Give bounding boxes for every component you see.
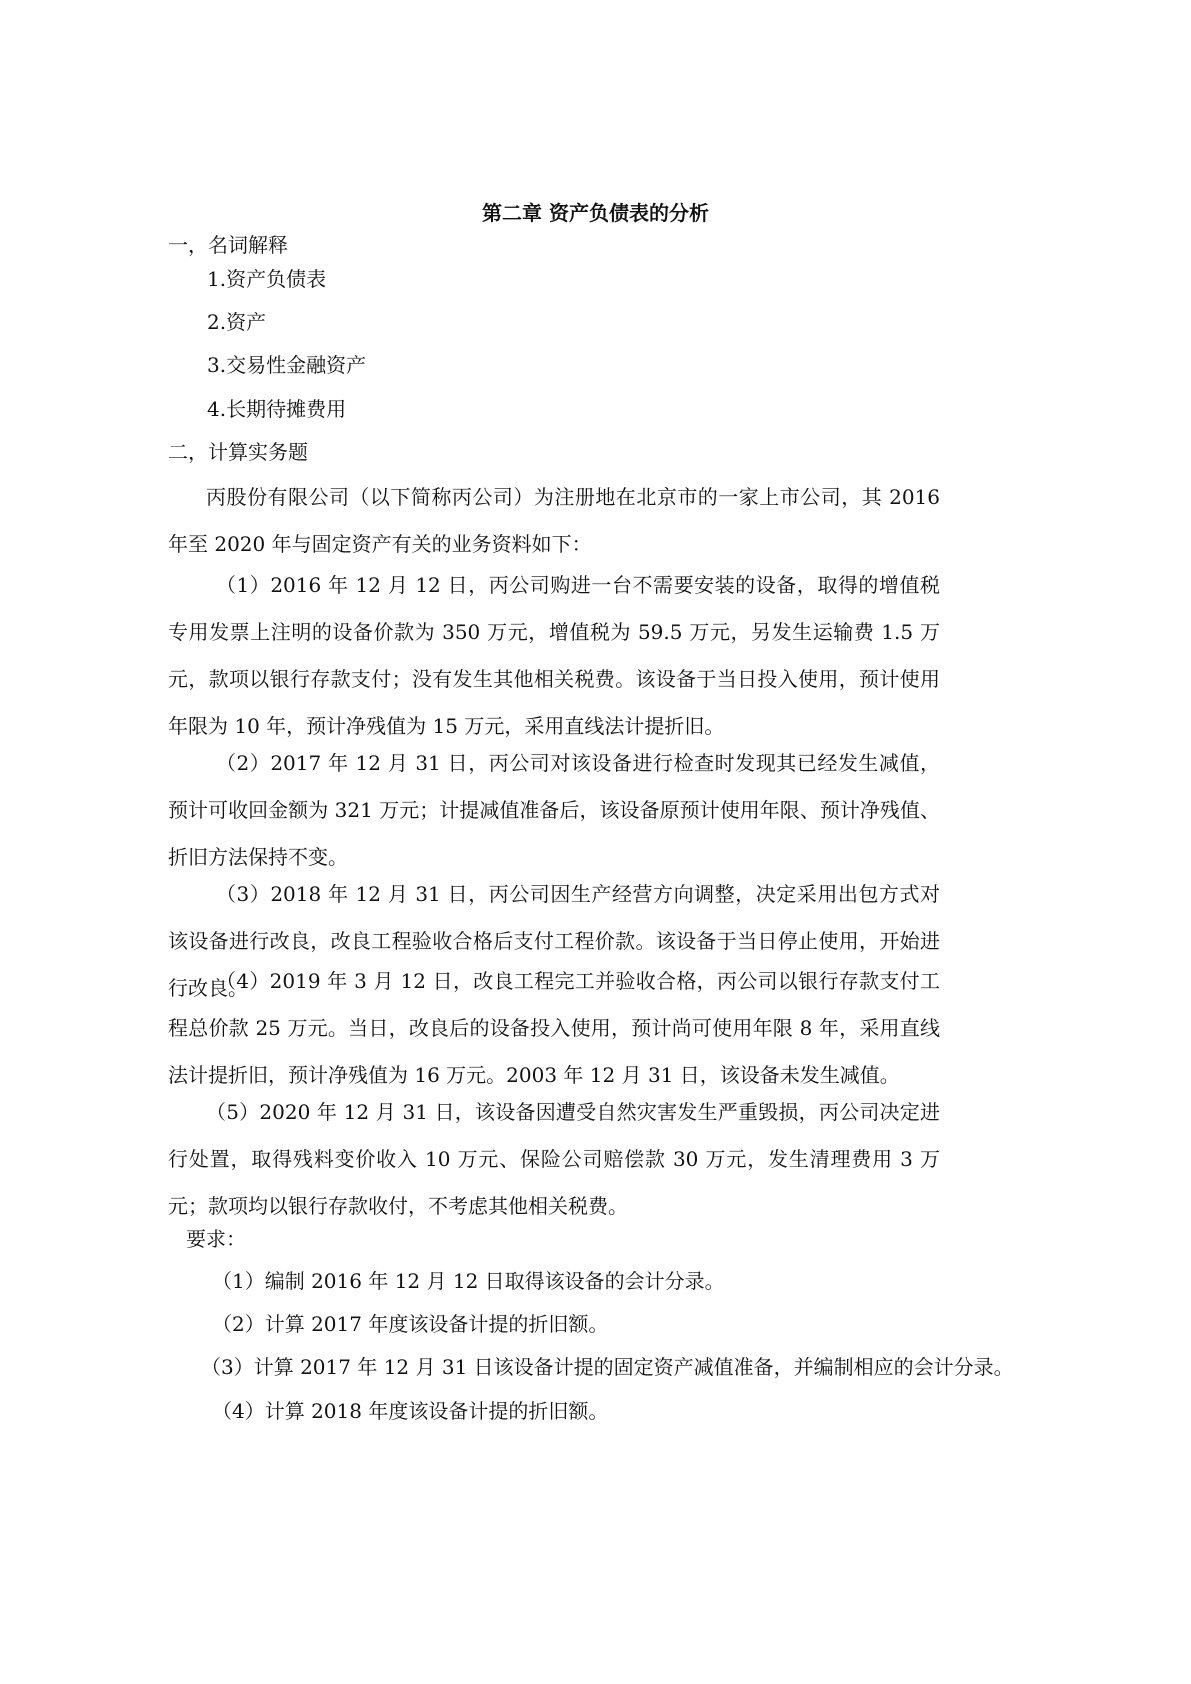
term-item: 4.长期待摊费用	[207, 397, 347, 421]
term-item: 1.资产负债表	[207, 267, 327, 291]
intro-paragraph: 丙股份有限公司（以下简称丙公司）为注册地在北京市的一家上市公司，其 2016 年至 2020 年与固定资产有关的业务资料如下：	[168, 485, 940, 556]
term-item: 3.交易性金融资产	[207, 353, 367, 377]
item-paragraph: （1）2016 年 12 月 12 日，丙公司购进一台不需要安装的设备，取得的增值税专用发票上注明的设备价款为 350 万元，增值税为 59.5 万元，另发生运输费 1.5 万元，款项以银行存款支付；没有发生其他相关税费。该设备于当日投入使用，预计使用年限为 10 年，预计净残值为 15 万元，采用直线法计提折旧。	[168, 573, 940, 738]
chapter-title: 第二章 资产负债表的分析	[482, 201, 709, 225]
item-paragraph: （3）2018 年 12 月 31 日，丙公司因生产经营方向调整，决定采用出包方式对该设备进行改良，改良工程验收合格后支付工程价款。该设备于当日停止使用，开始进行改良。	[168, 882, 940, 1000]
section-heading-calculation: 二，计算实务题	[168, 440, 308, 464]
section-heading-terms: 一，名词解释	[168, 233, 288, 257]
requirement-item: （2）计算 2017 年度该设备计提的折旧额。	[212, 1312, 609, 1336]
requirement-item: （3）计算 2017 年 12 月 31 日该设备计提的固定资产减值准备，并编制相应的会计分录。	[201, 1355, 1014, 1379]
requirement-item: （4）计算 2018 年度该设备计提的折旧额。	[212, 1399, 609, 1423]
requirements-heading: 要求：	[186, 1227, 246, 1251]
term-item: 2.资产	[207, 310, 267, 334]
item-paragraph: （5）2020 年 12 月 31 日，该设备因遭受自然灾害发生严重毁损，丙公司决定进行处置，取得残料变价收入 10 万元、保险公司赔偿款 30 万元，发生清理费用 3 万元；款项均以银行存款收付，不考虑其他相关税费。	[168, 1100, 940, 1218]
item-paragraph: （2）2017 年 12 月 31 日，丙公司对该设备进行检查时发现其已经发生减值，预计可收回金额为 321 万元；计提减值准备后，该设备原预计使用年限、预计净残值、折旧方法保持不变。	[168, 751, 940, 869]
requirement-item: （1）编制 2016 年 12 月 12 日取得该设备的会计分录。	[212, 1269, 725, 1293]
item-paragraph: （4）2019 年 3 月 12 日，改良工程完工并验收合格，丙公司以银行存款支付工程总价款 25 万元。当日，改良后的设备投入使用，预计尚可使用年限 8 年，采用直线法计提折旧，预计净残值为 16 万元。2003 年 12 月 31 日，该设备未发生减值。	[168, 969, 940, 1087]
